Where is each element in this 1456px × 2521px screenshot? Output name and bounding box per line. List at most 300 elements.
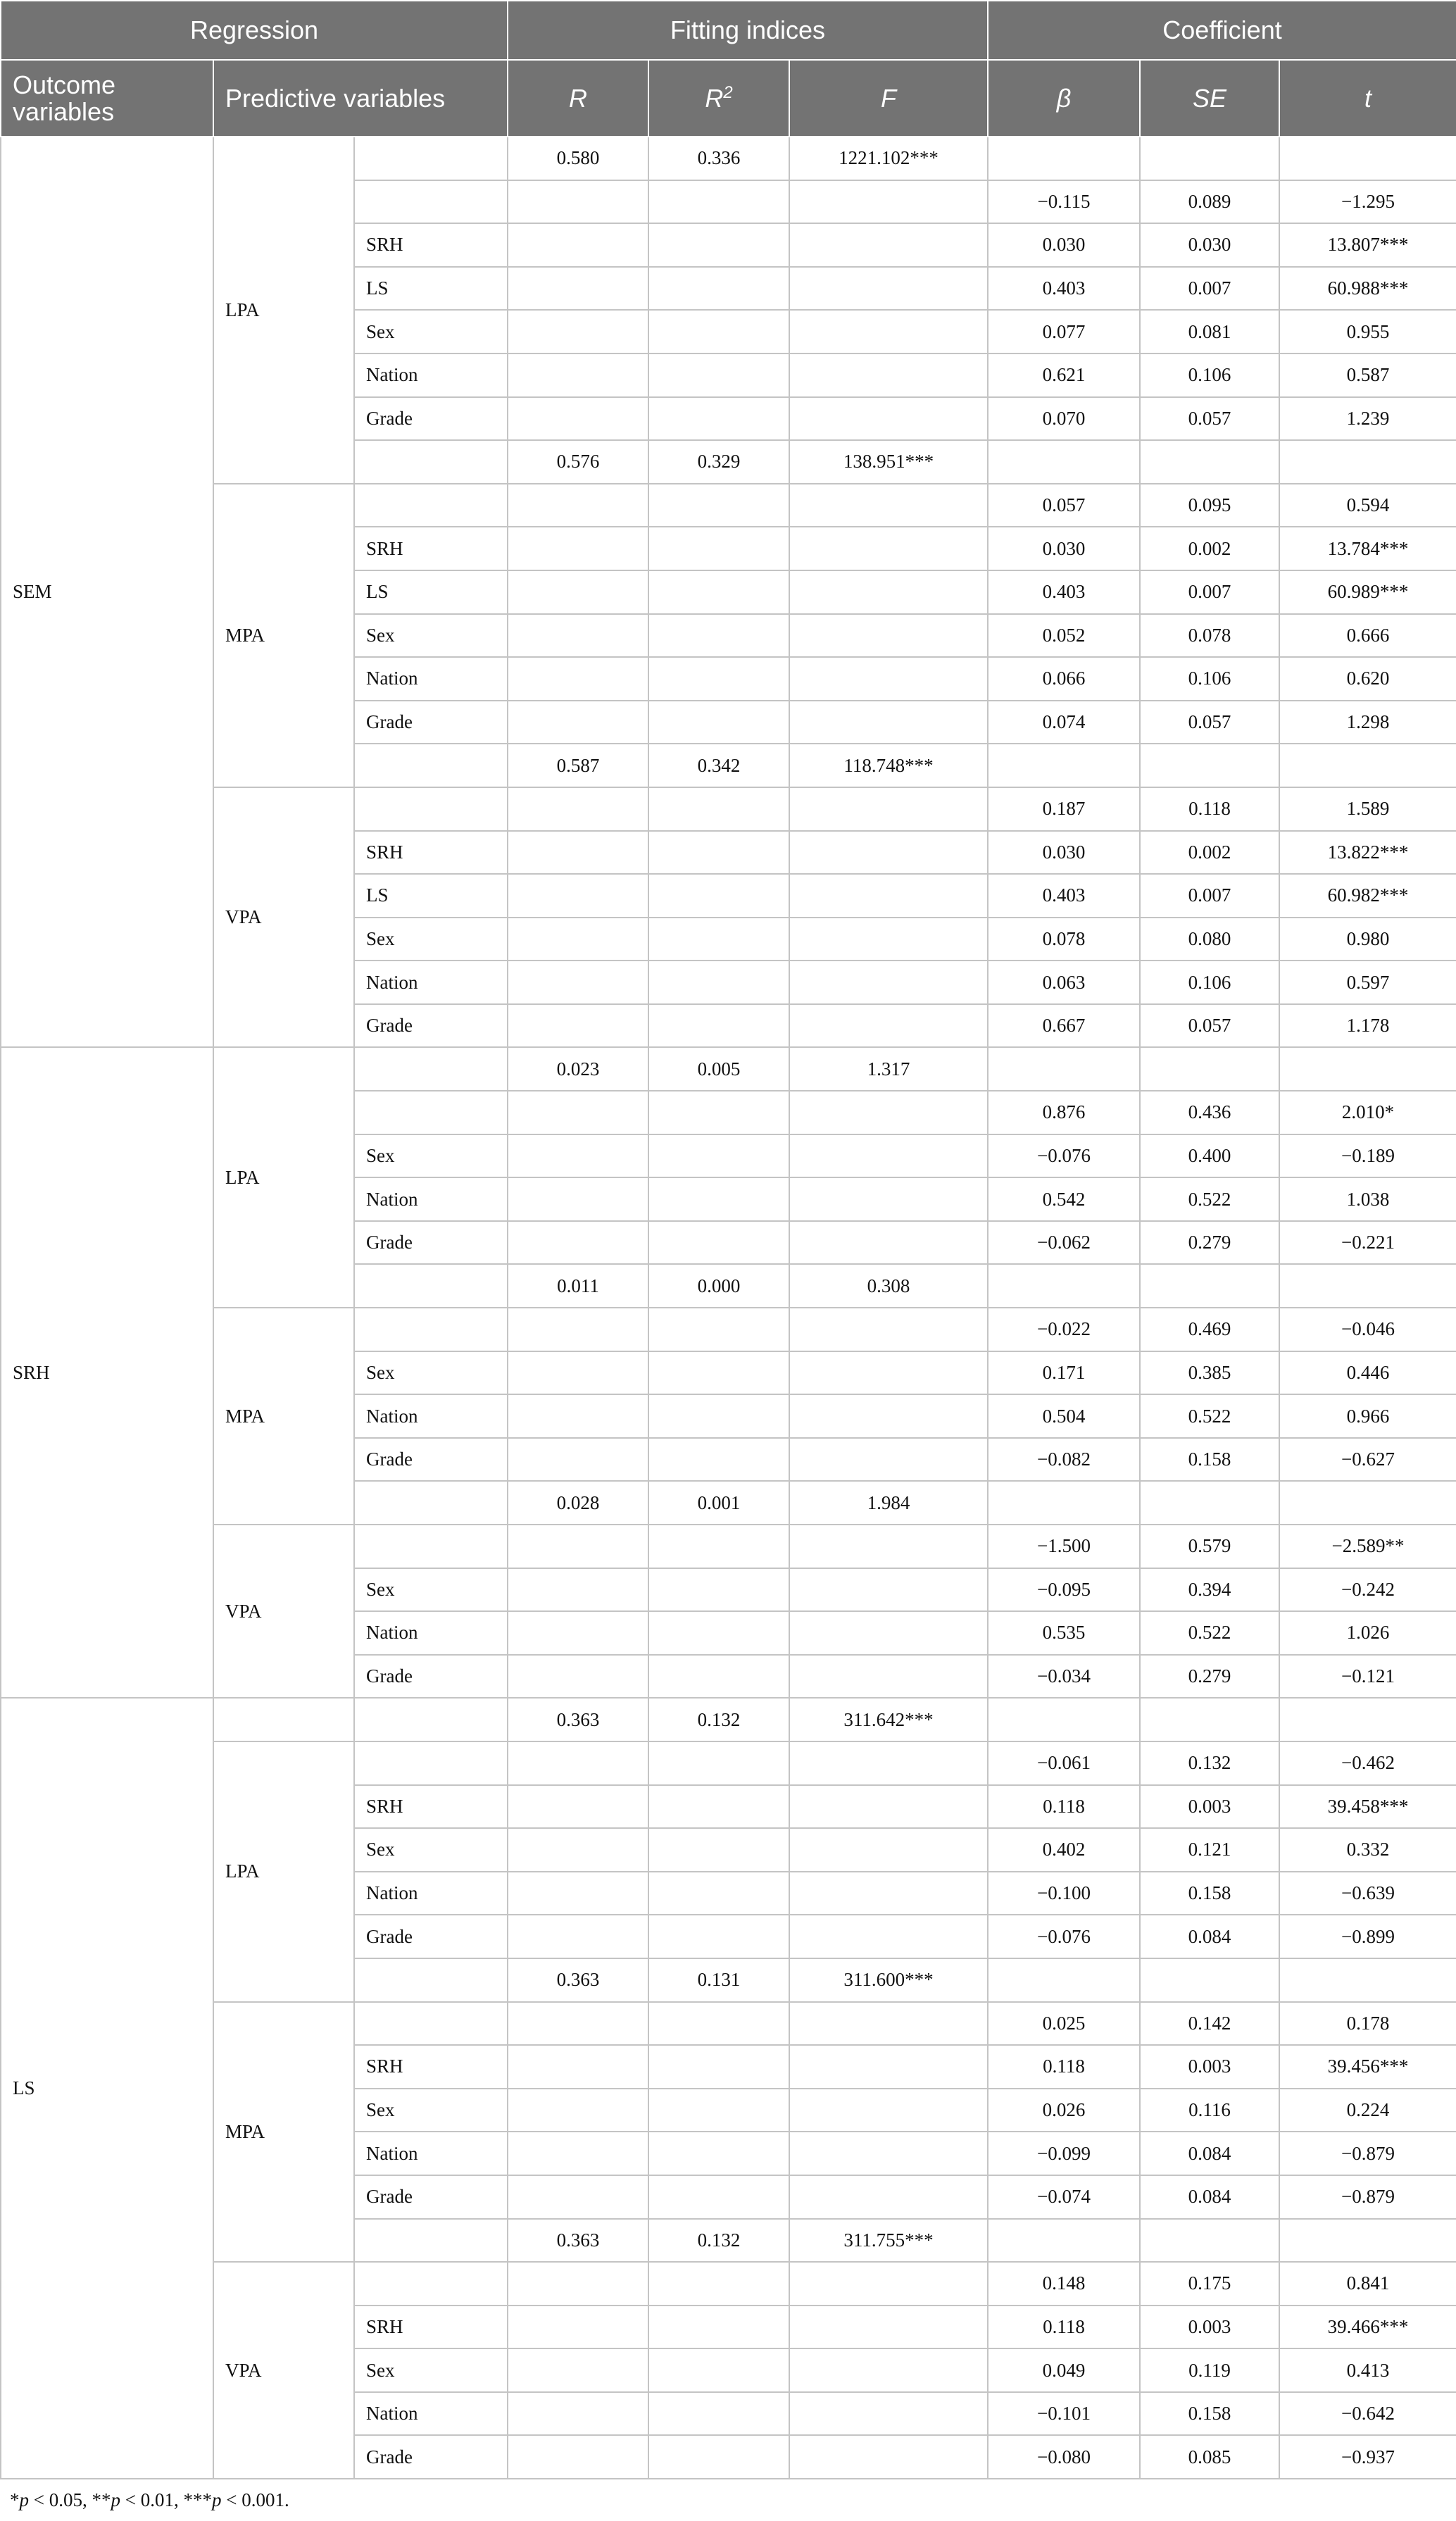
value-cell-f — [789, 570, 988, 614]
predictor-variable-cell: Nation — [354, 2132, 508, 2175]
value-cell-t: 13.822*** — [1279, 831, 1456, 875]
value-cell-se: 0.119 — [1140, 2348, 1279, 2392]
value-cell-se: 0.522 — [1140, 1611, 1279, 1655]
value-cell-t: 13.807*** — [1279, 223, 1456, 267]
value-cell-f — [789, 2348, 988, 2392]
header-r2-base: R — [705, 84, 724, 113]
value-cell-t: −0.879 — [1279, 2132, 1456, 2175]
value-cell-se: 0.400 — [1140, 1134, 1279, 1178]
value-cell-beta — [988, 1047, 1140, 1091]
table-row — [1, 2002, 1456, 2046]
value-cell-r2 — [648, 787, 789, 831]
predictor-variable-cell — [354, 1091, 508, 1134]
value-cell-se: 0.116 — [1140, 2089, 1279, 2132]
value-cell-t: −0.642 — [1279, 2392, 1456, 2436]
predictor-variable-cell: SRH — [354, 223, 508, 267]
value-cell-t: 39.456*** — [1279, 2045, 1456, 2089]
value-cell-t: 0.446 — [1279, 1351, 1456, 1395]
value-cell-f — [789, 1568, 988, 1612]
value-cell-r2 — [648, 223, 789, 267]
header-column-row — [1, 60, 1456, 137]
value-cell-r2 — [648, 1741, 789, 1785]
value-cell-r2 — [648, 1611, 789, 1655]
value-cell-se — [1140, 440, 1279, 484]
value-cell-se: 0.106 — [1140, 657, 1279, 701]
value-cell-r2 — [648, 874, 789, 918]
value-cell-t: −0.899 — [1279, 1915, 1456, 1958]
value-cell-r — [508, 2045, 648, 2089]
value-cell-f — [789, 1134, 988, 1178]
predictor-variable-cell: Grade — [354, 701, 508, 744]
value-cell-r — [508, 223, 648, 267]
value-cell-t — [1279, 1047, 1456, 1091]
value-cell-f — [789, 961, 988, 1004]
value-cell-r2 — [648, 657, 789, 701]
value-cell-f: 1221.102*** — [789, 137, 988, 180]
value-cell-f: 0.308 — [789, 1264, 988, 1308]
value-cell-se: 0.081 — [1140, 310, 1279, 354]
value-cell-se: 0.084 — [1140, 2132, 1279, 2175]
value-cell-se: 0.084 — [1140, 1915, 1279, 1958]
value-cell-f — [789, 701, 988, 744]
value-cell-beta: −0.074 — [988, 2175, 1140, 2219]
value-cell-f — [789, 310, 988, 354]
value-cell-beta — [988, 1264, 1140, 1308]
value-cell-f — [789, 1004, 988, 1048]
value-cell-r2 — [648, 1915, 789, 1958]
value-cell-r2 — [648, 831, 789, 875]
value-cell-r2 — [648, 918, 789, 961]
value-cell-r2 — [648, 2435, 789, 2479]
outcome-variable-cell: SEM — [1, 137, 213, 1047]
value-cell-r — [508, 787, 648, 831]
value-cell-beta: 0.118 — [988, 2306, 1140, 2349]
value-cell-se: 0.002 — [1140, 831, 1279, 875]
value-cell-r2 — [648, 2045, 789, 2089]
table-row — [1, 1698, 1456, 1741]
value-cell-f — [789, 1308, 988, 1351]
value-cell-f — [789, 1438, 988, 1482]
value-cell-f — [789, 1221, 988, 1265]
value-cell-f — [789, 1525, 988, 1568]
value-cell-f — [789, 484, 988, 527]
predictor-variable-cell: Sex — [354, 1828, 508, 1872]
value-cell-t: 0.841 — [1279, 2262, 1456, 2306]
value-cell-r — [508, 1004, 648, 1048]
value-cell-f — [789, 1655, 988, 1699]
footnote-text-2: < 0.01, — [120, 2489, 184, 2510]
significance-footnote — [10, 2489, 289, 2511]
value-cell-r — [508, 354, 648, 397]
value-cell-t: 2.010* — [1279, 1091, 1456, 1134]
value-cell-se: 0.057 — [1140, 397, 1279, 441]
value-cell-beta: 0.118 — [988, 2045, 1140, 2089]
value-cell-beta: 0.402 — [988, 1828, 1140, 1872]
predictor-variable-cell: SRH — [354, 527, 508, 570]
value-cell-beta: 0.063 — [988, 961, 1140, 1004]
value-cell-t: −0.462 — [1279, 1741, 1456, 1785]
value-cell-r2: 0.000 — [648, 1264, 789, 1308]
value-cell-r2 — [648, 2392, 789, 2436]
value-cell-se: 0.121 — [1140, 1828, 1279, 1872]
value-cell-beta: −0.034 — [988, 1655, 1140, 1699]
value-cell-r — [508, 2306, 648, 2349]
value-cell-f — [789, 2002, 988, 2046]
value-cell-r2 — [648, 397, 789, 441]
value-cell-t: 60.989*** — [1279, 570, 1456, 614]
predictor-variable-cell: LS — [354, 570, 508, 614]
value-cell-r2 — [648, 527, 789, 570]
value-cell-f: 1.984 — [789, 1481, 988, 1525]
value-cell-r2 — [648, 1872, 789, 1915]
header-beta: β — [988, 60, 1140, 137]
value-cell-f — [789, 2132, 988, 2175]
value-cell-t — [1279, 1958, 1456, 2002]
value-cell-se: 0.142 — [1140, 2002, 1279, 2046]
header-predictive-variables: Predictive variables — [213, 60, 508, 137]
predictor-variable-cell: LS — [354, 874, 508, 918]
value-cell-beta: 0.876 — [988, 1091, 1140, 1134]
value-cell-r2 — [648, 1568, 789, 1612]
predictor-variable-cell: Sex — [354, 1568, 508, 1612]
value-cell-t — [1279, 2219, 1456, 2263]
value-cell-t: 0.413 — [1279, 2348, 1456, 2392]
value-cell-f — [789, 874, 988, 918]
value-cell-se — [1140, 1481, 1279, 1525]
value-cell-r2: 0.132 — [648, 2219, 789, 2263]
predictor-variable-cell: Nation — [354, 1872, 508, 1915]
predictor-variable-cell — [354, 484, 508, 527]
predictor-variable-cell: Nation — [354, 1177, 508, 1221]
value-cell-se: 0.106 — [1140, 961, 1279, 1004]
value-cell-r — [508, 961, 648, 1004]
value-cell-r — [508, 2348, 648, 2392]
value-cell-f — [789, 527, 988, 570]
value-cell-t: 0.980 — [1279, 918, 1456, 961]
predictor-variable-cell: SRH — [354, 2306, 508, 2349]
value-cell-se: 0.385 — [1140, 1351, 1279, 1395]
value-cell-t — [1279, 1264, 1456, 1308]
value-cell-r: 0.580 — [508, 137, 648, 180]
header-outcome-line1: Outcome — [13, 70, 116, 99]
value-cell-t: 13.784*** — [1279, 527, 1456, 570]
value-cell-beta: 0.052 — [988, 614, 1140, 658]
predictor-variable-cell — [354, 1264, 508, 1308]
predictor-variable-cell — [354, 2002, 508, 2046]
predictor-variable-cell: Grade — [354, 2435, 508, 2479]
value-cell-se: 0.522 — [1140, 1394, 1279, 1438]
value-cell-r — [508, 1741, 648, 1785]
value-cell-r: 0.023 — [508, 1047, 648, 1091]
value-cell-se: 0.132 — [1140, 1741, 1279, 1785]
value-cell-f — [789, 223, 988, 267]
value-cell-beta: 0.148 — [988, 2262, 1140, 2306]
predictor-variable-cell — [354, 440, 508, 484]
value-cell-beta: 0.171 — [988, 1351, 1140, 1395]
table-row — [1, 1308, 1456, 1351]
value-cell-r2 — [648, 1828, 789, 1872]
value-cell-se — [1140, 2219, 1279, 2263]
value-cell-r — [508, 397, 648, 441]
value-cell-beta: −1.500 — [988, 1525, 1140, 1568]
value-cell-se: 0.158 — [1140, 1438, 1279, 1482]
predictor-variable-cell: Grade — [354, 397, 508, 441]
value-cell-beta — [988, 2219, 1140, 2263]
value-cell-f — [789, 1828, 988, 1872]
predictor-variable-cell — [354, 744, 508, 787]
predictive-group-cell: MPA — [213, 484, 354, 787]
footnote-p-1: p — [19, 2489, 29, 2510]
value-cell-f — [789, 1091, 988, 1134]
value-cell-r2 — [648, 1655, 789, 1699]
value-cell-r: 0.363 — [508, 2219, 648, 2263]
value-cell-t: −0.242 — [1279, 1568, 1456, 1612]
value-cell-f — [789, 267, 988, 311]
predictor-variable-cell: Nation — [354, 961, 508, 1004]
value-cell-beta: 0.542 — [988, 1177, 1140, 1221]
footnote-mark-1: * — [10, 2489, 20, 2510]
predictor-variable-cell — [354, 1525, 508, 1568]
value-cell-beta: −0.062 — [988, 1221, 1140, 1265]
value-cell-beta — [988, 440, 1140, 484]
table-body — [1, 137, 1456, 2479]
value-cell-se: 0.057 — [1140, 701, 1279, 744]
table-row — [1, 137, 1456, 180]
value-cell-r — [508, 2392, 648, 2436]
predictor-variable-cell — [354, 1481, 508, 1525]
value-cell-se: 0.002 — [1140, 527, 1279, 570]
predictor-variable-cell: Grade — [354, 1221, 508, 1265]
value-cell-se: 0.436 — [1140, 1091, 1279, 1134]
value-cell-r — [508, 657, 648, 701]
value-cell-beta: 0.403 — [988, 570, 1140, 614]
value-cell-beta: −0.022 — [988, 1308, 1140, 1351]
value-cell-se: 0.118 — [1140, 787, 1279, 831]
header-fitting-indices: Fitting indices — [508, 1, 988, 60]
value-cell-se — [1140, 1958, 1279, 2002]
value-cell-r2: 0.132 — [648, 1698, 789, 1741]
value-cell-r: 0.011 — [508, 1264, 648, 1308]
value-cell-se: 0.175 — [1140, 2262, 1279, 2306]
header-se: SE — [1140, 60, 1279, 137]
value-cell-t: −0.639 — [1279, 1872, 1456, 1915]
table-row — [1, 1525, 1456, 1568]
value-cell-r2 — [648, 1785, 789, 1829]
value-cell-beta — [988, 744, 1140, 787]
value-cell-r2 — [648, 1221, 789, 1265]
value-cell-r: 0.363 — [508, 1698, 648, 1741]
value-cell-r2 — [648, 2306, 789, 2349]
value-cell-r2 — [648, 1394, 789, 1438]
value-cell-t: −0.937 — [1279, 2435, 1456, 2479]
value-cell-t: 0.620 — [1279, 657, 1456, 701]
value-cell-f — [789, 2175, 988, 2219]
value-cell-r — [508, 1394, 648, 1438]
value-cell-r2 — [648, 1308, 789, 1351]
value-cell-r — [508, 1611, 648, 1655]
predictive-group-cell: LPA — [213, 1047, 354, 1308]
value-cell-t — [1279, 744, 1456, 787]
value-cell-r — [508, 267, 648, 311]
value-cell-f — [789, 1741, 988, 1785]
predictor-variable-cell: SRH — [354, 2045, 508, 2089]
header-t: t — [1279, 60, 1456, 137]
value-cell-r — [508, 874, 648, 918]
header-group-row — [1, 1, 1456, 60]
value-cell-se: 0.085 — [1140, 2435, 1279, 2479]
value-cell-r2: 0.342 — [648, 744, 789, 787]
header-f: F — [789, 60, 988, 137]
predictor-variable-cell — [354, 1698, 508, 1741]
value-cell-beta: 0.070 — [988, 397, 1140, 441]
value-cell-r: 0.028 — [508, 1481, 648, 1525]
value-cell-se: 0.279 — [1140, 1221, 1279, 1265]
value-cell-r — [508, 1568, 648, 1612]
value-cell-r: 0.576 — [508, 440, 648, 484]
value-cell-se: 0.158 — [1140, 2392, 1279, 2436]
value-cell-beta: −0.115 — [988, 180, 1140, 224]
value-cell-f — [789, 1394, 988, 1438]
header-r2-sup: 2 — [723, 83, 733, 102]
value-cell-beta: 0.030 — [988, 223, 1140, 267]
value-cell-se: 0.003 — [1140, 2306, 1279, 2349]
value-cell-se — [1140, 1264, 1279, 1308]
value-cell-r — [508, 918, 648, 961]
predictive-group-cell: VPA — [213, 787, 354, 1048]
value-cell-r — [508, 1308, 648, 1351]
value-cell-beta: −0.076 — [988, 1915, 1140, 1958]
value-cell-se: 0.030 — [1140, 223, 1279, 267]
value-cell-r2: 0.001 — [648, 1481, 789, 1525]
predictor-variable-cell — [354, 180, 508, 224]
value-cell-f — [789, 1351, 988, 1395]
value-cell-beta: 0.667 — [988, 1004, 1140, 1048]
predictor-variable-cell: Sex — [354, 1351, 508, 1395]
predictor-variable-cell: Sex — [354, 310, 508, 354]
value-cell-r2 — [648, 310, 789, 354]
value-cell-r — [508, 2435, 648, 2479]
predictor-variable-cell: Sex — [354, 614, 508, 658]
value-cell-f — [789, 1177, 988, 1221]
predictor-variable-cell: Grade — [354, 2175, 508, 2219]
predictor-variable-cell — [354, 1047, 508, 1091]
value-cell-t: 60.982*** — [1279, 874, 1456, 918]
value-cell-t: 0.594 — [1279, 484, 1456, 527]
value-cell-beta: 0.118 — [988, 1785, 1140, 1829]
value-cell-t — [1279, 1481, 1456, 1525]
header-r: R — [508, 60, 648, 137]
value-cell-r — [508, 701, 648, 744]
value-cell-r — [508, 1915, 648, 1958]
value-cell-se: 0.007 — [1140, 874, 1279, 918]
value-cell-r2 — [648, 2132, 789, 2175]
value-cell-f — [789, 180, 988, 224]
value-cell-beta: −0.100 — [988, 1872, 1140, 1915]
value-cell-t — [1279, 137, 1456, 180]
value-cell-r — [508, 2262, 648, 2306]
value-cell-r2 — [648, 614, 789, 658]
value-cell-se: 0.078 — [1140, 614, 1279, 658]
value-cell-r — [508, 1134, 648, 1178]
value-cell-r2 — [648, 354, 789, 397]
value-cell-beta: 0.504 — [988, 1394, 1140, 1438]
value-cell-f: 311.600*** — [789, 1958, 988, 2002]
value-cell-beta — [988, 1481, 1140, 1525]
value-cell-beta — [988, 137, 1140, 180]
value-cell-r — [508, 527, 648, 570]
value-cell-beta: 0.025 — [988, 2002, 1140, 2046]
value-cell-r2 — [648, 1004, 789, 1048]
value-cell-f: 311.642*** — [789, 1698, 988, 1741]
value-cell-r — [508, 1438, 648, 1482]
value-cell-r — [508, 831, 648, 875]
value-cell-t: 1.178 — [1279, 1004, 1456, 1048]
value-cell-f — [789, 657, 988, 701]
value-cell-se: 0.007 — [1140, 570, 1279, 614]
value-cell-beta: −0.076 — [988, 1134, 1140, 1178]
predictor-variable-cell — [354, 2219, 508, 2263]
value-cell-r2 — [648, 2348, 789, 2392]
value-cell-t: 60.988*** — [1279, 267, 1456, 311]
value-cell-f: 118.748*** — [789, 744, 988, 787]
predictor-variable-cell — [354, 2262, 508, 2306]
value-cell-t: 39.466*** — [1279, 2306, 1456, 2349]
value-cell-t: −1.295 — [1279, 180, 1456, 224]
value-cell-beta: −0.061 — [988, 1741, 1140, 1785]
predictor-variable-cell: Grade — [354, 1915, 508, 1958]
header-regression: Regression — [1, 1, 508, 60]
value-cell-r2: 0.329 — [648, 440, 789, 484]
value-cell-f — [789, 787, 988, 831]
value-cell-r — [508, 1872, 648, 1915]
value-cell-r2: 0.131 — [648, 1958, 789, 2002]
value-cell-r — [508, 1091, 648, 1134]
value-cell-t — [1279, 440, 1456, 484]
value-cell-r2 — [648, 701, 789, 744]
value-cell-beta: 0.030 — [988, 527, 1140, 570]
predictive-group-cell — [213, 1698, 354, 1741]
footnote-p-3: p — [211, 2489, 222, 2510]
value-cell-beta: −0.099 — [988, 2132, 1140, 2175]
value-cell-beta: 0.066 — [988, 657, 1140, 701]
value-cell-beta: 0.535 — [988, 1611, 1140, 1655]
predictor-variable-cell: Nation — [354, 2392, 508, 2436]
value-cell-f — [789, 1872, 988, 1915]
value-cell-se: 0.003 — [1140, 1785, 1279, 1829]
value-cell-r2 — [648, 180, 789, 224]
value-cell-f — [789, 2392, 988, 2436]
predictor-variable-cell: Sex — [354, 2348, 508, 2392]
value-cell-r — [508, 1828, 648, 1872]
value-cell-f — [789, 2262, 988, 2306]
value-cell-f: 311.755*** — [789, 2219, 988, 2263]
value-cell-t: 1.038 — [1279, 1177, 1456, 1221]
value-cell-t — [1279, 1698, 1456, 1741]
value-cell-f — [789, 354, 988, 397]
value-cell-t: 1.026 — [1279, 1611, 1456, 1655]
value-cell-r2 — [648, 1351, 789, 1395]
value-cell-r2 — [648, 570, 789, 614]
value-cell-beta — [988, 1698, 1140, 1741]
value-cell-r — [508, 1655, 648, 1699]
value-cell-f — [789, 1915, 988, 1958]
table-row — [1, 787, 1456, 831]
value-cell-r2 — [648, 1177, 789, 1221]
value-cell-r: 0.363 — [508, 1958, 648, 2002]
value-cell-r — [508, 2089, 648, 2132]
value-cell-t: −0.189 — [1279, 1134, 1456, 1178]
header-r-squared — [648, 60, 789, 137]
